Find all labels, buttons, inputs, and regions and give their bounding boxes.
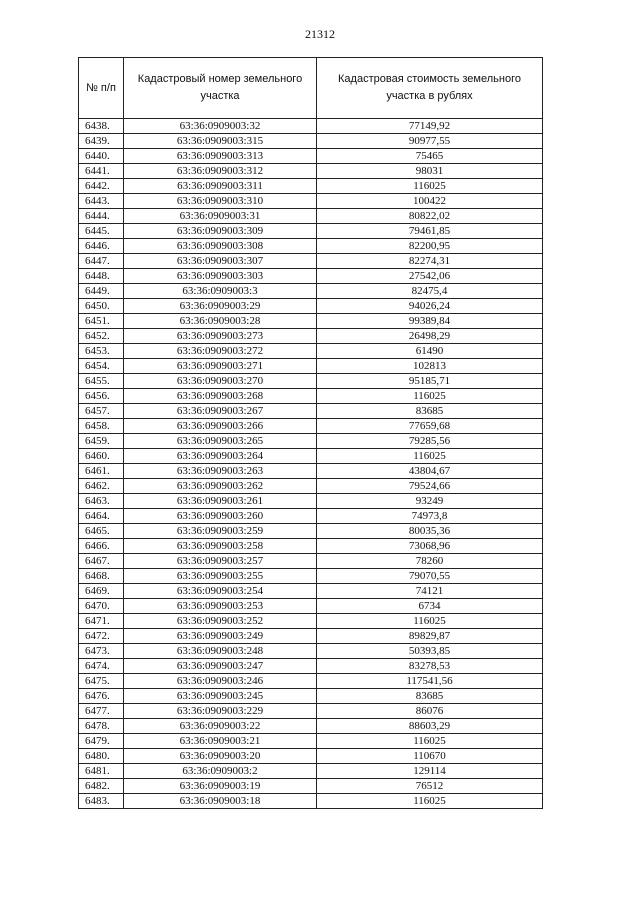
table-row: [79, 569, 543, 584]
table-row: [79, 749, 543, 764]
table-row: [79, 209, 543, 224]
table-row: [79, 719, 543, 734]
row-number: 6482.: [79, 779, 124, 794]
cadastral-number: 63:36:0909003:20: [124, 749, 317, 764]
row-number: 6452.: [79, 329, 124, 344]
cadastral-number: 63:36:0909003:3: [124, 284, 317, 299]
table-row: [79, 359, 543, 374]
row-number: 6469.: [79, 584, 124, 599]
row-number: 6462.: [79, 479, 124, 494]
table-row: [79, 524, 543, 539]
cadastral-value: 117541,56: [317, 674, 543, 689]
table-row: [79, 419, 543, 434]
cadastral-value: 27542,06: [317, 269, 543, 284]
cadastral-number: 63:36:0909003:265: [124, 434, 317, 449]
cadastral-value: 80822,02: [317, 209, 543, 224]
cadastral-number: 63:36:0909003:249: [124, 629, 317, 644]
table-row: [79, 764, 543, 779]
table-row: [79, 599, 543, 614]
cadastral-number: 63:36:0909003:2: [124, 764, 317, 779]
table-row: [79, 779, 543, 794]
row-number: 6454.: [79, 359, 124, 374]
cadastral-number: 63:36:0909003:303: [124, 269, 317, 284]
cadastral-number: 63:36:0909003:273: [124, 329, 317, 344]
table-row: [79, 464, 543, 479]
row-number: 6465.: [79, 524, 124, 539]
row-number: 6483.: [79, 794, 124, 809]
table-row: [79, 194, 543, 209]
cadastral-number: 63:36:0909003:268: [124, 389, 317, 404]
page-number: 21312: [305, 27, 335, 41]
cadastral-value: 90977,55: [317, 134, 543, 149]
cadastral-value: 89829,87: [317, 629, 543, 644]
cadastral-value: 95185,71: [317, 374, 543, 389]
cadastral-number: 63:36:0909003:255: [124, 569, 317, 584]
table-row: [79, 254, 543, 269]
cadastral-number: 63:36:0909003:246: [124, 674, 317, 689]
cadastral-value: 100422: [317, 194, 543, 209]
cadastral-value: 83685: [317, 404, 543, 419]
row-number: 6475.: [79, 674, 124, 689]
cadastral-value: 73068,96: [317, 539, 543, 554]
cadastral-number: 63:36:0909003:259: [124, 524, 317, 539]
row-number: 6471.: [79, 614, 124, 629]
row-number: 6476.: [79, 689, 124, 704]
table-row: [79, 614, 543, 629]
cadastral-value: 82274,31: [317, 254, 543, 269]
header-cadastral-number: Кадастровый номер земельного участка: [124, 58, 317, 119]
cadastral-number: 63:36:0909003:309: [124, 224, 317, 239]
header-cadastral-value: Кадастровая стоимость земельного участка в рублях: [317, 58, 543, 119]
row-number: 6460.: [79, 449, 124, 464]
row-number: 6438.: [79, 119, 124, 134]
row-number: 6445.: [79, 224, 124, 239]
row-number: 6450.: [79, 299, 124, 314]
table-row: [79, 119, 543, 134]
table-row: [79, 554, 543, 569]
row-number: 6443.: [79, 194, 124, 209]
cadastral-number: 63:36:0909003:272: [124, 344, 317, 359]
cadastral-number: 63:36:0909003:252: [124, 614, 317, 629]
header-num: № п/п: [79, 58, 124, 119]
table-row: [79, 644, 543, 659]
cadastral-number: 63:36:0909003:248: [124, 644, 317, 659]
row-number: 6480.: [79, 749, 124, 764]
cadastral-number: 63:36:0909003:308: [124, 239, 317, 254]
cadastral-number: 63:36:0909003:267: [124, 404, 317, 419]
cadastral-number: 63:36:0909003:262: [124, 479, 317, 494]
cadastral-value: 43804,67: [317, 464, 543, 479]
cadastral-value: 77149,92: [317, 119, 543, 134]
row-number: 6468.: [79, 569, 124, 584]
table-row: [79, 734, 543, 749]
cadastral-value: 88603,29: [317, 719, 543, 734]
cadastral-value: 93249: [317, 494, 543, 509]
row-number: 6481.: [79, 764, 124, 779]
cadastral-value: 79285,56: [317, 434, 543, 449]
table-row: [79, 224, 543, 239]
row-number: 6451.: [79, 314, 124, 329]
row-number: 6448.: [79, 269, 124, 284]
cadastral-value: 74973,8: [317, 509, 543, 524]
cadastral-number: 63:36:0909003:310: [124, 194, 317, 209]
cadastral-number: 63:36:0909003:307: [124, 254, 317, 269]
row-number: 6442.: [79, 179, 124, 194]
table-header: [79, 58, 543, 119]
table-row: [79, 389, 543, 404]
cadastral-number: 63:36:0909003:313: [124, 149, 317, 164]
cadastral-number: 63:36:0909003:257: [124, 554, 317, 569]
cadastral-value: 78260: [317, 554, 543, 569]
cadastral-value: 116025: [317, 614, 543, 629]
cadastral-number: 63:36:0909003:261: [124, 494, 317, 509]
row-number: 6456.: [79, 389, 124, 404]
table-row: [79, 269, 543, 284]
table-row: [79, 134, 543, 149]
row-number: 6455.: [79, 374, 124, 389]
table-row: [79, 674, 543, 689]
cadastral-value: 99389,84: [317, 314, 543, 329]
cadastral-number: 63:36:0909003:29: [124, 299, 317, 314]
cadastral-number: 63:36:0909003:245: [124, 689, 317, 704]
table-row: [79, 374, 543, 389]
cadastral-number: 63:36:0909003:31: [124, 209, 317, 224]
table-row: [79, 494, 543, 509]
row-number: 6457.: [79, 404, 124, 419]
cadastral-value: 116025: [317, 449, 543, 464]
cadastral-number: 63:36:0909003:229: [124, 704, 317, 719]
cadastral-value: 98031: [317, 164, 543, 179]
row-number: 6447.: [79, 254, 124, 269]
row-number: 6464.: [79, 509, 124, 524]
cadastral-number: 63:36:0909003:32: [124, 119, 317, 134]
cadastral-value: 79070,55: [317, 569, 543, 584]
cadastral-number: 63:36:0909003:21: [124, 734, 317, 749]
cadastral-value: 75465: [317, 149, 543, 164]
cadastral-number: 63:36:0909003:260: [124, 509, 317, 524]
cadastral-number: 63:36:0909003:263: [124, 464, 317, 479]
row-number: 6474.: [79, 659, 124, 674]
cadastral-value: 116025: [317, 734, 543, 749]
row-number: 6440.: [79, 149, 124, 164]
cadastral-value: 83685: [317, 689, 543, 704]
cadastral-value: 116025: [317, 389, 543, 404]
cadastral-number: 63:36:0909003:311: [124, 179, 317, 194]
table-row: [79, 704, 543, 719]
cadastral-value: 102813: [317, 359, 543, 374]
table-row: [79, 239, 543, 254]
cadastral-value: 110670: [317, 749, 543, 764]
cadastral-value-table: [78, 57, 543, 809]
row-number: 6453.: [79, 344, 124, 359]
row-number: 6473.: [79, 644, 124, 659]
cadastral-number: 63:36:0909003:270: [124, 374, 317, 389]
row-number: 6470.: [79, 599, 124, 614]
cadastral-value: 82200,95: [317, 239, 543, 254]
cadastral-value: 79461,85: [317, 224, 543, 239]
table-row: [79, 329, 543, 344]
row-number: 6449.: [79, 284, 124, 299]
cadastral-value: 116025: [317, 794, 543, 809]
header-row: [79, 58, 543, 119]
cadastral-value: 80035,36: [317, 524, 543, 539]
cadastral-number: 63:36:0909003:315: [124, 134, 317, 149]
cadastral-number: 63:36:0909003:28: [124, 314, 317, 329]
row-number: 6444.: [79, 209, 124, 224]
cadastral-value: 82475,4: [317, 284, 543, 299]
row-number: 6458.: [79, 419, 124, 434]
cadastral-number: 63:36:0909003:253: [124, 599, 317, 614]
table-row: [79, 584, 543, 599]
cadastral-value: 26498,29: [317, 329, 543, 344]
table-row: [79, 659, 543, 674]
table-row: [79, 299, 543, 314]
row-number: 6461.: [79, 464, 124, 479]
cadastral-value: 86076: [317, 704, 543, 719]
cadastral-value: 77659,68: [317, 419, 543, 434]
table-body: [79, 119, 543, 809]
cadastral-value: 6734: [317, 599, 543, 614]
cadastral-number: 63:36:0909003:254: [124, 584, 317, 599]
cadastral-value: 79524,66: [317, 479, 543, 494]
row-number: 6441.: [79, 164, 124, 179]
table-row: [79, 149, 543, 164]
row-number: 6478.: [79, 719, 124, 734]
cadastral-number: 63:36:0909003:271: [124, 359, 317, 374]
cadastral-number: 63:36:0909003:264: [124, 449, 317, 464]
row-number: 6459.: [79, 434, 124, 449]
cadastral-number: 63:36:0909003:18: [124, 794, 317, 809]
cadastral-value: 76512: [317, 779, 543, 794]
cadastral-number: 63:36:0909003:22: [124, 719, 317, 734]
table-row: [79, 479, 543, 494]
cadastral-number: 63:36:0909003:247: [124, 659, 317, 674]
cadastral-number: 63:36:0909003:19: [124, 779, 317, 794]
cadastral-value: 61490: [317, 344, 543, 359]
row-number: 6479.: [79, 734, 124, 749]
table-row: [79, 404, 543, 419]
row-number: 6467.: [79, 554, 124, 569]
cadastral-value: 129114: [317, 764, 543, 779]
cadastral-value: 74121: [317, 584, 543, 599]
cadastral-number: 63:36:0909003:266: [124, 419, 317, 434]
row-number: 6463.: [79, 494, 124, 509]
row-number: 6446.: [79, 239, 124, 254]
table-row: [79, 509, 543, 524]
table-row: [79, 344, 543, 359]
table-row: [79, 179, 543, 194]
table-row: [79, 314, 543, 329]
table-row: [79, 689, 543, 704]
table-row: [79, 794, 543, 809]
table-row: [79, 434, 543, 449]
cadastral-value: 50393,85: [317, 644, 543, 659]
cadastral-number: 63:36:0909003:258: [124, 539, 317, 554]
cadastral-value: 116025: [317, 179, 543, 194]
table-row: [79, 164, 543, 179]
row-number: 6466.: [79, 539, 124, 554]
row-number: 6477.: [79, 704, 124, 719]
row-number: 6439.: [79, 134, 124, 149]
cadastral-value: 94026,24: [317, 299, 543, 314]
table-row: [79, 284, 543, 299]
row-number: 6472.: [79, 629, 124, 644]
table-row: [79, 629, 543, 644]
cadastral-value: 83278,53: [317, 659, 543, 674]
cadastral-number: 63:36:0909003:312: [124, 164, 317, 179]
table-row: [79, 449, 543, 464]
table-row: [79, 539, 543, 554]
